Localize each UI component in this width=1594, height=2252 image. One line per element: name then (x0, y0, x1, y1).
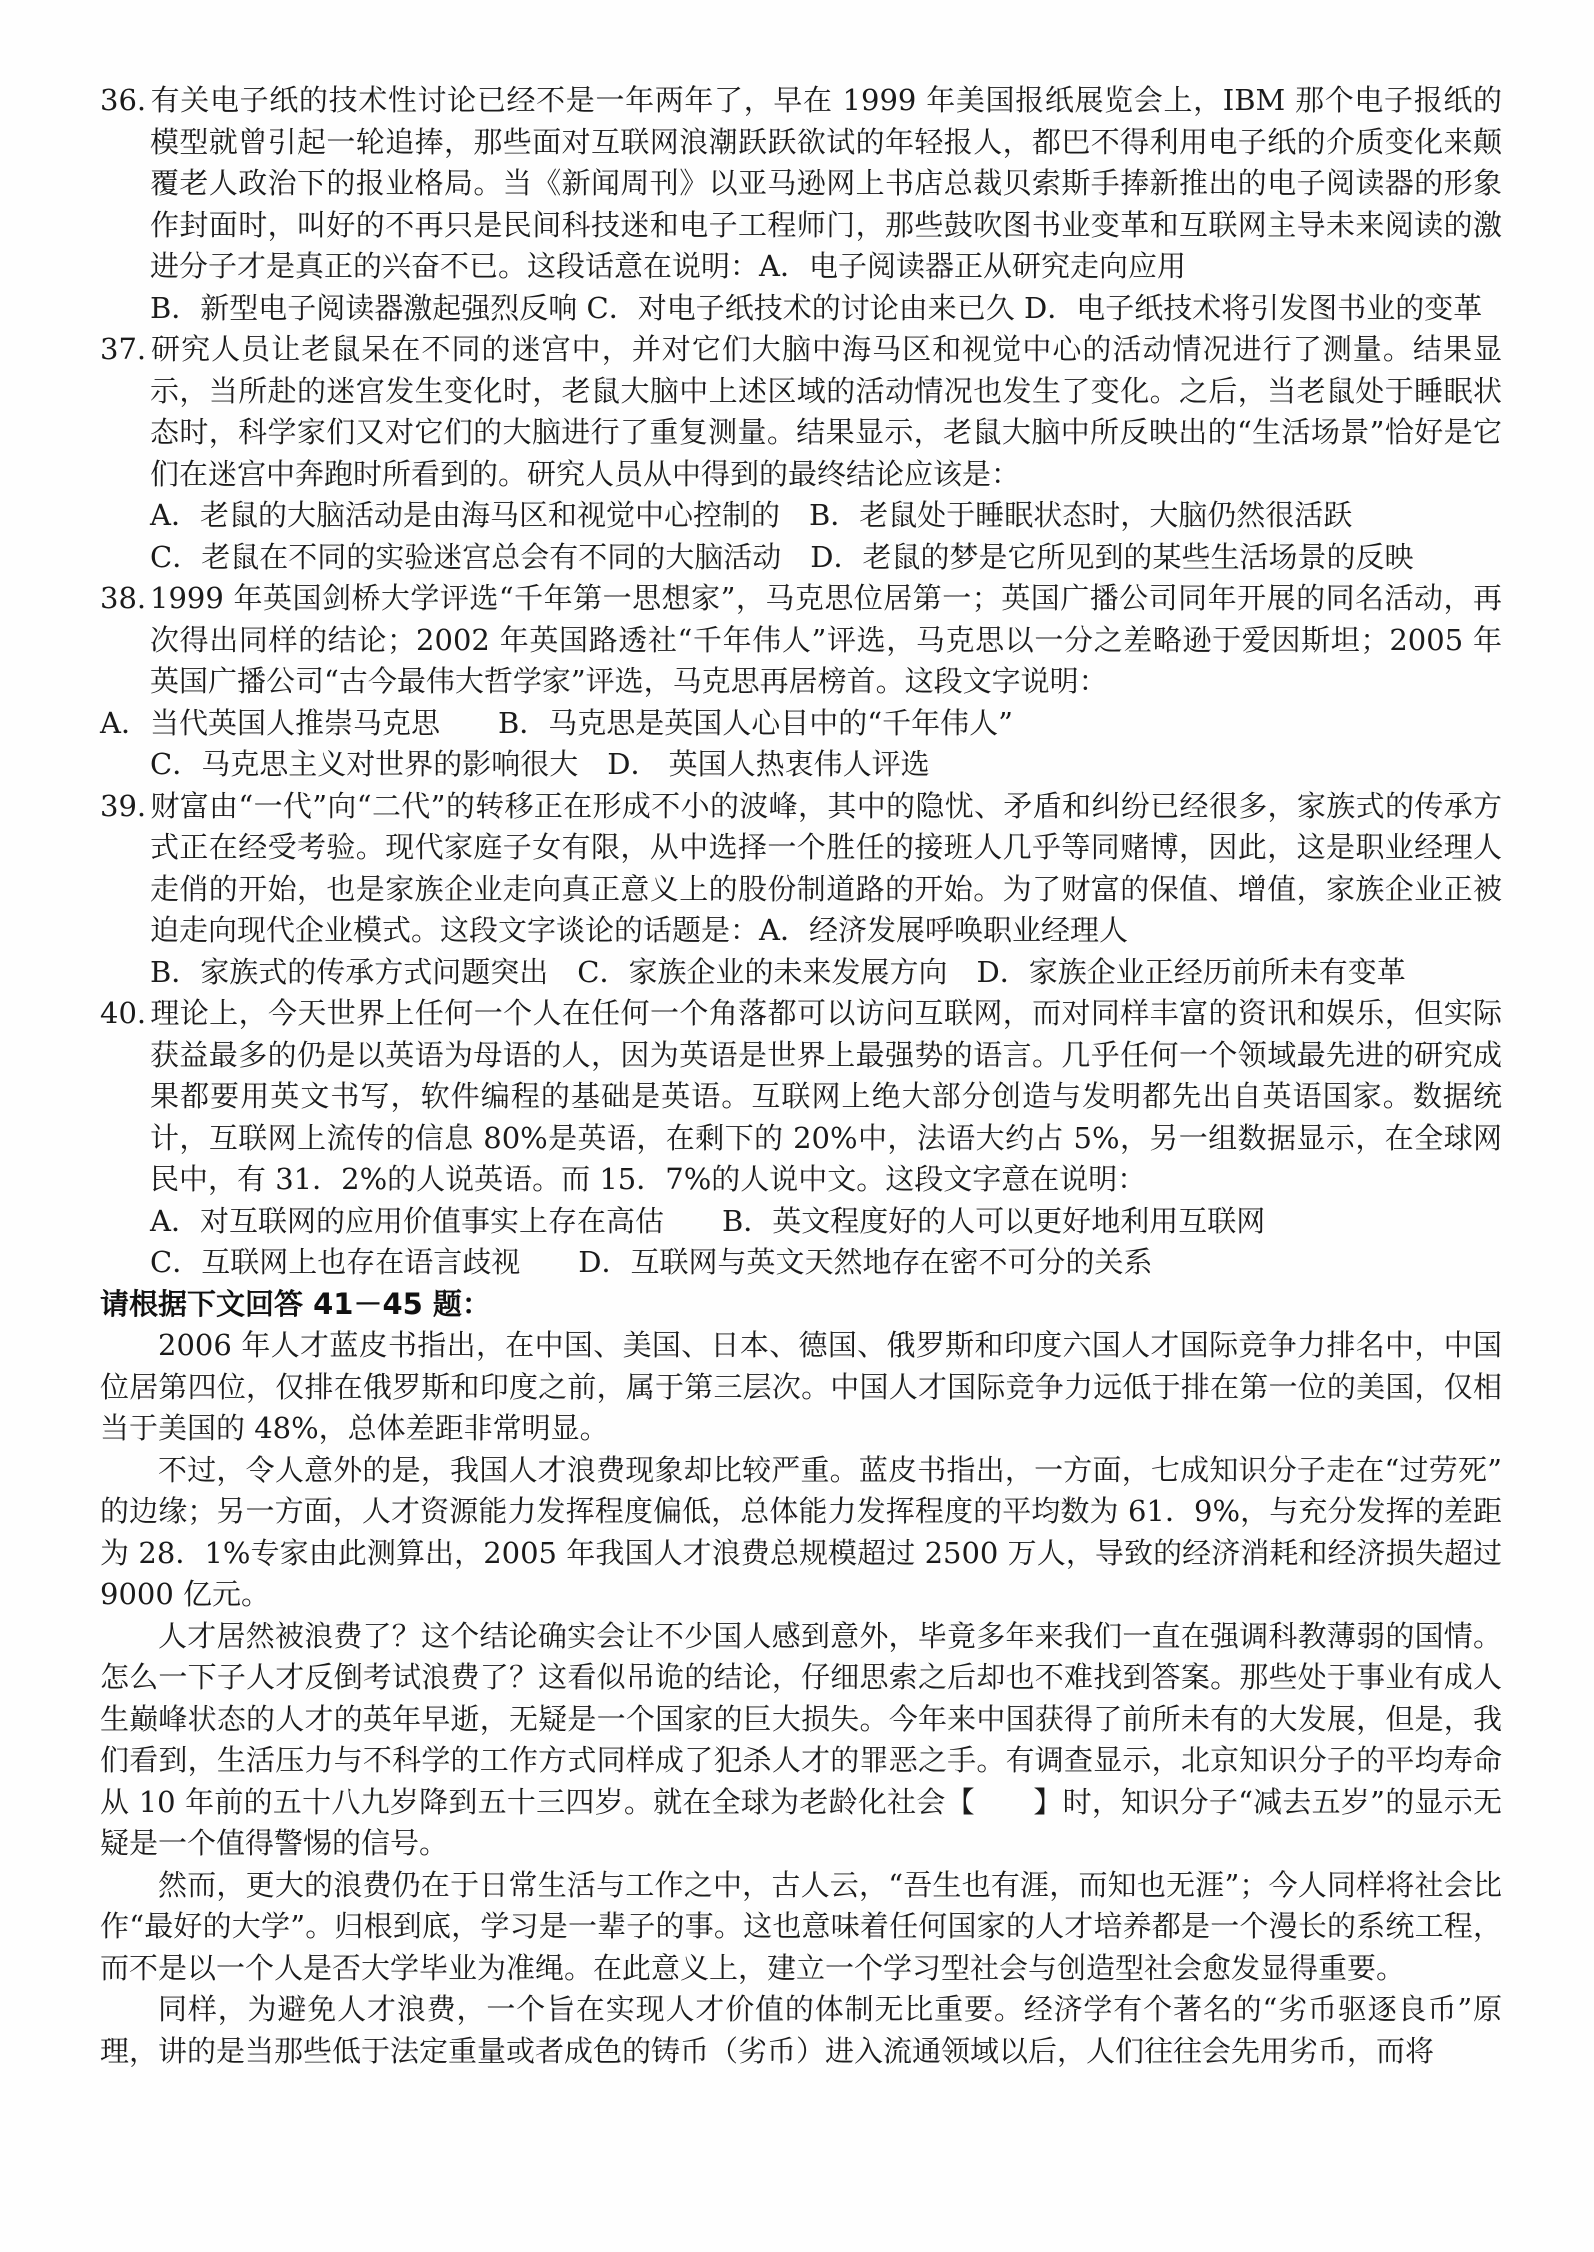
question-37-options-line-1: A．老鼠的大脑活动是由海马区和视觉中心控制的 B．老鼠处于睡眠状态时，大脑仍然很活跃 (150, 498, 1353, 532)
question-39-number: 39. (100, 788, 147, 823)
question-37-body: 研究人员让老鼠呆在不同的迷宫中，并对它们大脑中海马区和视觉中心的活动情况进行了测量。结果显示，当所赴的迷宫发生变化时，老鼠大脑中上述区域的活动情况也发生了变化。之后，当老鼠处于睡眠状态时，科学家们又对它们的大脑进行了重复测量。结果显示，老鼠大脑中所反映出的“生活场景”恰好是它们在迷宫中奔跑时所看到的。研究人员从中得到的最终结论应该是： (150, 332, 1502, 491)
questions-section (100, 80, 1502, 1284)
question-39 (100, 786, 1502, 994)
question-39-body: 财富由“一代”向“二代”的转移正在形成不小的波峰，其中的隐忧、矛盾和纠纷已经很多，家族式的传承方式正在经受考验。现代家庭子女有限，从中选择一个胜任的接班人几乎等同赌博，因此，这是职业经理人走俏的开始，也是家族企业走向真正意义上的股份制道路的开始。为了财富的保值、增值，家族企业正被迫走向现代企业模式。这段文字谈论的话题是：A．经济发展呼唤职业经理人 (150, 788, 1502, 947)
passage-paragraph-3: 人才居然被浪费了？这个结论确实会让不少国人感到意外，毕竟多年来我们一直在强调科教薄弱的国情。怎么一下子人才反倒考试浪费了？这看似吊诡的结论，仔细思索之后却也不难找到答案。那些处于事业有成人生巅峰状态的人才的英年早逝，无疑是一个国家的巨大损失。今年来中国获得了前所未有的大发展，但是，我们看到，生活压力与不科学的工作方式同样成了犯杀人才的罪恶之手。有调查显示，北京知识分子的平均寿命从 10 年前的五十八九岁降到五十三四岁。就在全球为老龄化社会【 】时，知识分子“减去五岁”的显示无疑是一个值得警惕的信号。 (100, 1618, 1502, 1860)
question-40-text (100, 993, 1502, 1201)
question-40-number: 40. (100, 996, 147, 1030)
question-37-text (100, 329, 1502, 495)
question-38 (100, 578, 1502, 786)
question-37-options-line-2: C．老鼠在不同的实验迷宫总会有不同的大脑活动 D．老鼠的梦是它所见到的某些生活场景的反映 (150, 539, 1414, 574)
question-39-text (100, 786, 1502, 952)
question-40-options-line-2: C．互联网上也存在语言歧视 D．互联网与英文天然地存在密不可分的关系 (150, 1245, 1153, 1279)
question-40-options-line-1: A．对互联网的应用价值事实上存在高估 B．英文程度好的人可以更好地利用互联网 (150, 1203, 1266, 1238)
question-38-number: 38. (100, 581, 147, 615)
question-40 (100, 993, 1502, 1284)
question-36-text (100, 80, 1502, 288)
passage-paragraph-1: 2006 年人才蓝皮书指出，在中国、美国、日本、德国、俄罗斯和印度六国人才国际竞争力排名中，中国位居第四位，仅排在俄罗斯和印度之前，属于第三层次。中国人才国际竞争力远低于排在第一位的美国，仅相当于美国的 48%，总体差距非常明显。 (100, 1328, 1502, 1445)
passage-paragraph-5: 同样，为避免人才浪费，一个旨在实现人才价值的体制无比重要。经济学有个著名的“劣币驱逐良币”原理，讲的是当那些低于法定重量或者成色的铸币（劣币）进入流通领域以后，人们往往会先用劣币，而将 (100, 1992, 1502, 2068)
section-header-41-45: 请根据下文回答 41－45 题： (100, 1286, 491, 1321)
reading-passage (100, 1325, 1502, 2072)
question-36-options-line: B．新型电子阅读器激起强烈反响 C．对电子纸技术的讨论由来已久 D．电子纸技术将引发图书业的变革 (150, 290, 1483, 325)
question-38-body: 1999 年英国剑桥大学评选“千年第一思想家”，马克思位居第一；英国广播公司同年开展的同名活动，再次得出同样的结论；2002 年英国路透社“千年伟人”评选，马克思以一分之差略逊于爱因斯坦；2005 年英国广播公司“古今最伟大哲学家”评选，马克思再居榜首。这段文字说明： (150, 581, 1502, 698)
question-37 (100, 329, 1502, 578)
question-38-text (100, 578, 1502, 703)
question-37-number: 37. (100, 332, 147, 366)
question-36-body: 有关电子纸的技术性讨论已经不是一年两年了，早在 1999 年美国报纸展览会上，IBM 那个电子报纸的模型就曾引起一轮追捧，那些面对互联网浪潮跃跃欲试的年轻报人，都巴不得利用电子纸的介质变化来颠覆老人政治下的报业格局。当《新闻周刊》以亚马逊网上书店总裁贝索斯手捧新推出的电子阅读器的形象作封面时，叫好的不再只是民间科技迷和电子工程师门，那些鼓吹图书业变革和互联网主导未来阅读的激进分子才是真正的兴奋不已。这段话意在说明：A．电子阅读器正从研究走向应用 (150, 83, 1502, 283)
passage-paragraph-2: 不过，令人意外的是，我国人才浪费现象却比较严重。蓝皮书指出，一方面，七成知识分子走在“过劳死”的边缘；另一方面，人才资源能力发挥程度偏低，总体能力发挥程度的平均数为 61．9%，与充分发挥的差距为 28．1%专家由此测算出，2005 年我国人才浪费总规模超过 2500 万人，导致的经济消耗和经济损失超过 9000 亿元。 (100, 1452, 1502, 1611)
question-39-options-line: B．家族式的传承方式问题突出 C．家族企业的未来发展方向 D．家族企业正经历前所未有变革 (150, 954, 1406, 989)
question-38-options-line-1: A．当代英国人推崇马克思 B．马克思是英国人心目中的“千年伟人” (100, 705, 1013, 740)
question-38-options-line-2: C．马克思主义对世界的影响很大 D． 英国人热衷伟人评选 (150, 747, 930, 781)
question-36 (100, 80, 1502, 329)
question-36-number: 36. (100, 83, 147, 117)
question-40-body: 理论上，今天世界上任何一个人在任何一个角落都可以访问互联网，而对同样丰富的资讯和娱乐，但实际获益最多的仍是以英语为母语的人，因为英语是世界上最强势的语言。几乎任何一个领域最先进的研究成果都要用英文书写，软件编程的基础是英语。互联网上绝大部分创造与发明都先出自英语国家。数据统计，互联网上流传的信息 80%是英语，在剩下的 20%中，法语大约占 5%，另一组数据显示，在全球网民中，有 31．2%的人说英语。而 15．7%的人说中文。这段文字意在说明： (150, 996, 1502, 1196)
passage-paragraph-4: 然而，更大的浪费仍在于日常生活与工作之中，古人云，“吾生也有涯，而知也无涯”；今人同样将社会比作“最好的大学”。归根到底，学习是一辈子的事。这也意味着任何国家的人才培养都是一个漫长的系统工程，而不是以一个人是否大学毕业为准绳。在此意义上，建立一个学习型社会与创造型社会愈发显得重要。 (100, 1867, 1502, 1985)
